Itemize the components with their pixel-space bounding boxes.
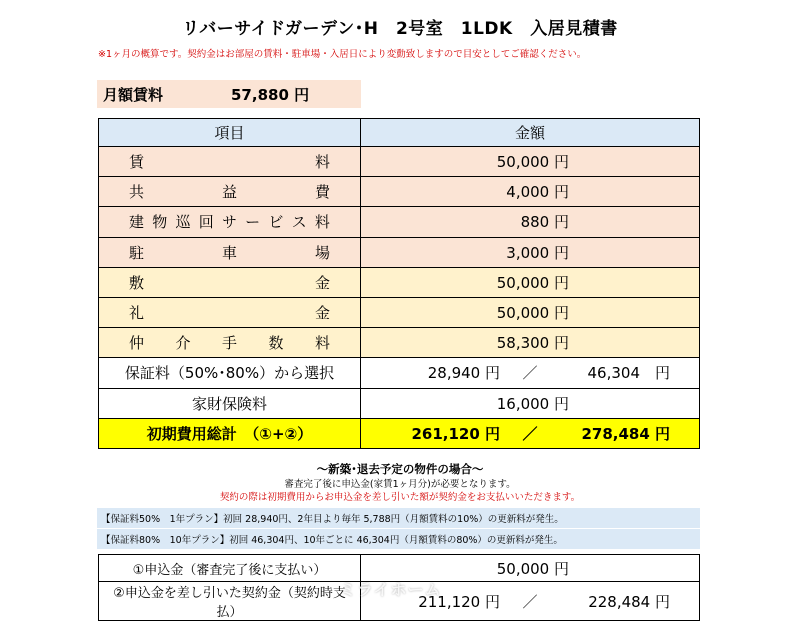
row-label-guarantee: 保証料（50%･80%）から選択 [99,358,361,388]
table-row [99,358,700,388]
row-label-rent [109,151,350,172]
label-char: ビ [268,213,284,232]
monthly-rent-value: 57,880 円 [231,85,310,104]
table-row [99,328,700,358]
label-char: 金 [314,304,330,323]
new-build-note-red: 契約の際は初期費用からお申込金を差し引いた額が契約金をお支払いいただきます。 [219,492,581,503]
label-char: 巡 [175,213,191,232]
monthly-rent-box [97,80,361,108]
label-char: ス [291,213,307,232]
label-char: サ [221,213,237,232]
label-char: 益 [221,183,237,202]
label-char: 手 [221,334,237,353]
row-label-key-money [109,302,350,323]
contract-fee-label: ②申込金を差し引いた契約金（契約時支払） [99,582,361,621]
plan-80-note: 【保証料80% 10年プラン】初回 46,304円、10年ごとに 46,304円（月額賃料の80%）の更新料が発生。 [97,529,700,549]
table-row [99,297,700,327]
guarantee-amount-80: 46,304 円 [587,364,670,383]
row-amount-guarantee [371,362,689,383]
row-amount-total [371,423,689,444]
application-fee-amount: 50,000 円 [361,555,700,582]
label-char: 回 [198,213,214,232]
label-char: 礼 [129,304,145,323]
cost-table-header [99,119,700,147]
label-char: 料 [314,334,330,353]
header-amount: 金額 [361,119,700,147]
label-char: 物 [152,213,168,232]
label-char: 仲 [129,334,145,353]
table-row-total [99,418,700,448]
row-label-total: 初期費用総計 （①+②） [99,418,361,448]
new-build-title: ～新築･退去予定の物件の場合～ [316,462,484,476]
label-char: 介 [175,334,191,353]
contract-amount-50: 211,120 円 [418,592,500,611]
row-label-deposit [109,272,350,293]
row-label-common-fee [109,181,350,202]
row-amount-deposit: 50,000 円 [361,267,700,297]
contract-amount-80: 228,484 円 [588,592,670,611]
watermark-logo: ミライホーム [340,580,442,599]
label-char: 駐 [129,243,145,262]
table-row [99,237,700,267]
amount-separator: ／ [522,364,538,383]
label-char: 金 [314,273,330,292]
guarantee-amount-50: 28,940 円 [427,364,500,383]
label-char: 数 [268,334,284,353]
row-label-brokerage [109,332,350,353]
amount-separator: ／ [522,424,538,443]
label-char: 費 [314,183,330,202]
row-amount-rent: 50,000 円 [361,147,700,177]
new-build-note: 審査完了後に申込金(家賃1ヶ月分)が必要となります。 [284,479,516,490]
label-char: 車 [221,243,237,262]
row-label-patrol-fee [109,211,350,232]
page-title: リバーサイドガーデン･H 2号室 1LDK 入居見積書 [182,19,618,39]
row-amount-common-fee: 4,000 円 [361,177,700,207]
label-char: 建 [129,213,145,232]
label-char: 料 [314,153,330,172]
label-char: 場 [314,243,330,262]
table-row [99,388,700,418]
label-char: 賃 [129,153,145,172]
plan-50-note: 【保証料50% 1年プラン】初回 28,940円、2年目より毎年 5,788円（月額賃料の10%）の更新料が発生。 [97,508,700,528]
label-char: 料 [314,213,330,232]
cost-table [98,118,700,449]
label-char: 共 [129,183,145,202]
amount-separator: ／ [522,592,538,611]
table-row [99,207,700,237]
label-char: 敷 [129,273,145,292]
row-amount-key-money: 50,000 円 [361,297,700,327]
row-label-parking [109,242,350,263]
row-amount-parking: 3,000 円 [361,237,700,267]
table-row [99,147,700,177]
row-label-insurance: 家財保険料 [99,388,361,418]
total-amount-80: 278,484 円 [581,424,670,443]
row-amount-patrol-fee: 880 円 [361,207,700,237]
table-row [99,177,700,207]
label-char: ー [245,213,261,232]
monthly-rent-label: 月額賃料 [103,85,164,104]
row-amount-insurance: 16,000 円 [361,388,700,418]
table-row [99,267,700,297]
application-fee-label: ①申込金（審査完了後に支払い） [99,555,361,582]
header-item: 項目 [99,119,361,147]
row-amount-brokerage: 58,300 円 [361,328,700,358]
total-amount-50: 261,120 円 [411,424,500,443]
estimate-note: ※1ヶ月の概算です。契約金はお部屋の賃料・駐車場・入居日により変動致しますので目安としてご確認ください。 [98,49,587,60]
